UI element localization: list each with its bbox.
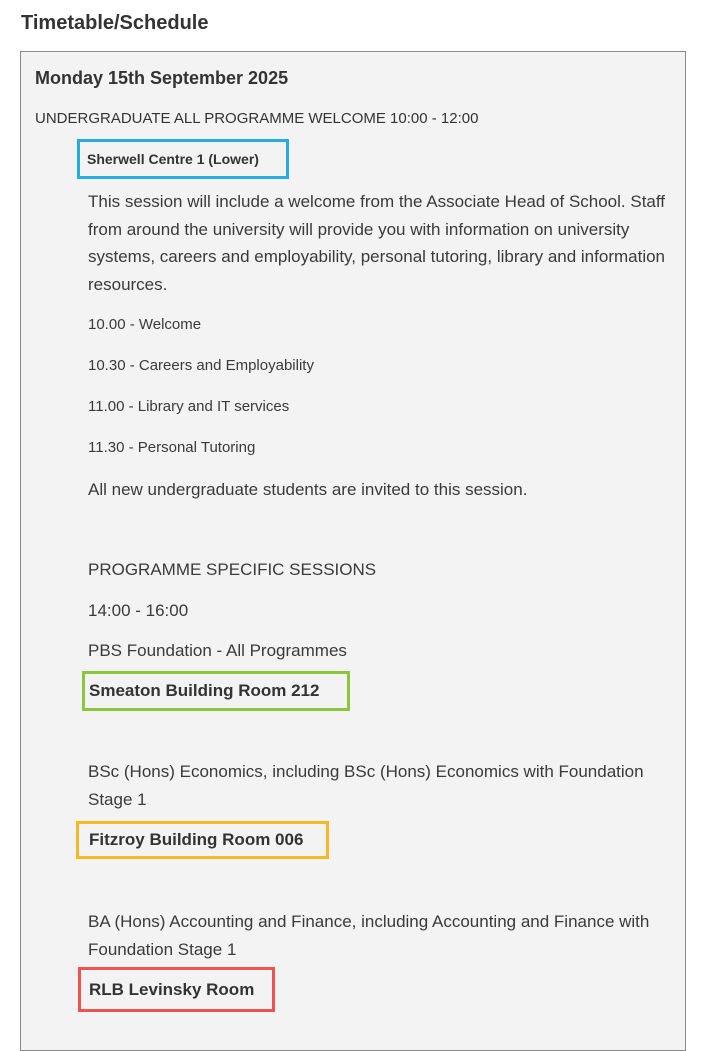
invite-note: All new undergraduate students are invited to this session. [88,480,528,499]
programme-name-accounting-finance: BA (Hons) Accounting and Finance, including Accounting and Finance with Foundation Stage 1 [88,912,650,959]
agenda-item: 10.00 - Welcome [88,316,202,333]
agenda-item: 11.30 - Personal Tutoring [88,439,256,456]
page-title: Timetable/Schedule [21,12,209,34]
welcome-session-heading: UNDERGRADUATE ALL PROGRAMME WELCOME 10:00 - 12:00 [35,110,479,127]
programme-name-pbs-foundation: PBS Foundation - All Programmes [88,641,347,660]
programme-name-economics: BSc (Hons) Economics, including BSc (Hons) Economics with Foundation Stage 1 [88,762,644,809]
day-heading: Monday 15th September 2025 [35,68,289,88]
venue-sherwell-centre: Sherwell Centre 1 (Lower) [77,139,289,179]
venue-smeaton-building: Smeaton Building Room 212 [82,671,350,711]
venue-rlb-levinsky-room: RLB Levinsky Room [78,967,275,1012]
schedule-panel [20,51,686,1051]
venue-fitzroy-building: Fitzroy Building Room 006 [76,821,329,859]
programme-sessions-heading: PROGRAMME SPECIFIC SESSIONS [88,560,377,579]
welcome-description: This session will include a welcome from the Associate Head of School. Staff from around the university will provide you with information on university systems, careers and employability, personal tutoring, library and information resources. [88,192,666,294]
agenda-item: 11.00 - Library and IT services [88,398,290,415]
agenda-item: 10.30 - Careers and Employability [88,357,314,374]
programme-sessions-time: 14:00 - 16:00 [88,601,189,620]
